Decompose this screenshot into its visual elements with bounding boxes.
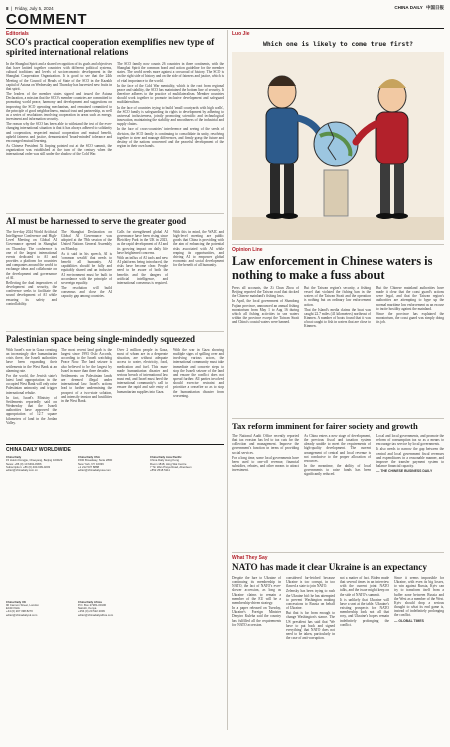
paragraph: It is unlikely that Ukraine will have a seat at the table. Ukraine's existing prospects for NATO membership look not all that rosy, and Ukraine's hopes remain indefinitely prolonging the conflict.: [340, 597, 389, 627]
palestine-col-3: [117, 348, 168, 440]
paragraph: That the Island's media claims the boat was caught 22.7 miles (41 kilometers) northeast of Kinmen. A number of boats found that it was a boat caught to fish in waters that are close to Kinmen.: [304, 307, 371, 329]
opinion-col-2: [304, 286, 371, 414]
office-line: New York, NY 10036: [78, 461, 104, 466]
paragraph: The most recent land grab is the largest since 1993 Oslo Accords, according to the Israeli watchdog Peace Now. The land seizure is also believed to be the largest by Israel in more than three decades.: [61, 348, 112, 373]
cartoon-drawing: [232, 52, 444, 240]
cartoon-artist: Luo Jie: [232, 31, 250, 37]
paragraph: Since it seems impossible for Ukraine, with even its big losses, to win against Russia, Kyiv can try to transform itself from a buffer zone between Russia and the West as a member of the West. Kyiv should drop a serious thought to what its end game is, instead of indefinitely prolonging the conflict.: [394, 576, 444, 618]
office-line: Room 1818, Hing Wai Centre: [150, 461, 187, 466]
opinion-headline: Law enforcement in Chinese waters is nothing to make a fuss about: [232, 254, 433, 282]
source-credit: — THE CHINESE BUSINESS DAILY: [376, 469, 433, 474]
section-title: COMMENT: [6, 11, 87, 28]
paragraph: Since the province has explained the moratorium, the coast guard was simply doing its job.: [376, 311, 444, 325]
paragraph: In the Shanghai Spirit and a shared recognition of its goals and objectives that have knitted together countries with different political systems, cultural traditions and levels of socioeconomic development in the Shanghai Cooperation Organization. It is good to see that the 24th Meeting of the Council of Heads of State of the SCO in the Kazakh capital of Astana on Wednesday and Thursday has harvested new fruits in that spirit.: [6, 62, 112, 91]
office-line: P.O. Box 27281-00100: [78, 602, 107, 607]
paragraph: It also needs to narrow the gap between the central and local government fiscal revenues and expenditures in a reasonable manner, and improve the transfer payment system to balance financial capacity.: [376, 447, 444, 469]
paragraph: The reason why the SCO has been able to withstand the test of the ever-changing international situation is that it has always adhered to solidarity and cooperation, respected mutual cooperation and mutual benefit, upheld fairness and justice, demonstrated 'broad-minded' tolerance and encouraged mutual learning.: [6, 122, 112, 143]
office-name: China Daily USA: [78, 455, 100, 459]
taxreform-headline: Tax reform imminent for fairer society and growth: [232, 421, 418, 431]
nato-col-4: [394, 576, 444, 742]
office-entry: [6, 456, 74, 597]
office-entry: [150, 456, 218, 597]
office-name: China Daily Asia Pacific: [150, 455, 182, 459]
page-number: 8: [6, 5, 9, 11]
office-name: China Daily Africa: [78, 599, 102, 604]
paragraph: Despite the lure to Ukraine of continuing its membership in NATO, the fact of NATO's ever-slower accession, as long as Ukraine claims to remain a member of the EU will be a membership-driven strategy.: [232, 576, 281, 605]
paragraph: With the war in Gaza showing multiple signs of spilling over and involving various actors, the international community must take immediate and concrete steps to stop the Israeli seizure of the land and ensure the conflict does not spread further. All parties involved should exercise restraint and prioritize a ceasefire so as to stop the humanitarian disaster from worsening.: [173, 348, 224, 398]
paragraph: For a long time, some local governments have been used to one-off revenue, financial subsidies, rebates, and other means to attract investment.: [232, 455, 299, 473]
office-name: China Daily: [6, 455, 22, 459]
office-entry: [78, 601, 146, 742]
paragraph: The leaders of the member states signed and issued the Astana Declaration, a mission that the SCO's member countries are committed to promoting world peace, harmony and development and suggestions on improving the SCO operating mechanism, and remained committed to the principle of good neighborliness, mutual trust and partnership, as well as a series of resolutions involving cooperation in areas such as energy, investment and information security.: [6, 92, 112, 122]
ai-col-3: [117, 230, 168, 327]
paragraph: With this in mind, the WAIC and high-level meeting are public goods that China is providing with the aim of enhancing the potential risks associated with AI while reaping its opportunities, and driving AI to empower global economic and social development for the benefit of all humanity.: [173, 230, 224, 268]
footer-brand: CHINA DAILY WORLDWIDE: [6, 447, 71, 453]
paragraph: Reflecting the dual imperatives of development and security, the conference seeks to facilitate the sound development of AI while ensuring its safety and controllability.: [6, 280, 57, 306]
paragraph: Local and local governments, and promote the reform of consumption tax so as a means to encourage tax service by local governments.: [376, 434, 444, 447]
office-line: editor@chinadaily.com.cn: [6, 468, 38, 473]
issue-date: Friday, July 5, 2024: [14, 5, 54, 11]
paragraph: considered far-fetched because Ukraine is too corrupt, in too flawed a state to join NATO.: [286, 576, 335, 589]
office-line: 90 Cannon Street, London: [6, 602, 39, 607]
opinion-kicker: Opinion Line: [232, 247, 263, 253]
footer-rule: [6, 444, 224, 445]
office-entry: [6, 601, 74, 742]
taxreform-col-2: [304, 434, 371, 549]
ai-col-2: [61, 230, 112, 327]
paper-name-en: CHINA DAILY: [394, 5, 423, 10]
ai-col-4: [173, 230, 224, 327]
nato-kicker: What They Say: [232, 555, 268, 561]
cartoon-illustration: [232, 52, 444, 240]
office-line: +254 (0) 20 522 2009: [78, 609, 105, 614]
paragraph: As Chinese President Xi Jinping pointed out at the SCO summit, the organization was established at the turn of the century when the international order was still under the shadow of the Cold War.: [6, 143, 112, 157]
office-name: China Daily UK: [6, 599, 27, 604]
paragraph: But the Taiwan region's security, a fishing vessel that violated the fishing ban in the waters of the Taiwan Strait and the operation is nothing but an ordinary law enforcement action.: [304, 286, 371, 307]
editorial-col-1: [6, 62, 112, 209]
paragraph: Press all accounts, the Zi Chun Zhou of Beijing reported the Taiwan road that docked the Chinese mainland's fishing laws.: [232, 286, 299, 299]
cartoon-caption: Which one is likely to come true first?: [262, 40, 414, 48]
office-line: +852 2518 5111: [150, 468, 170, 473]
office-line: editor@chinadailyusa.com: [78, 468, 111, 473]
office-line: China Daily Hong Kong: [150, 458, 180, 463]
nato-headline: NATO has made it clear Ukraine is an expectancy: [232, 562, 427, 572]
globe-object: [314, 122, 358, 166]
column-divider: [227, 30, 228, 730]
office-line: 1500 Broadway, Suite 2800: [78, 458, 113, 463]
section-divider: [232, 244, 444, 245]
office-line: +1 212 537 8888: [78, 464, 100, 469]
opinion-col-3: [376, 286, 444, 414]
paragraph: As China enters a new stage of development, the previous fiscal and taxation system already unable to meet the requirements of high-quality development. The current arrangement of central and local revenue is not conducive to the proper allocation of resources.: [304, 434, 371, 463]
paragraph: The Shanghai Declaration on Global AI Governance was adopted at the 78th session of the United Nations General Assembly on Monday.: [61, 230, 112, 251]
paragraph: Settlements on Palestinian lands are deemed illegal under international law. Israel's actions lead to further undermining the prospect of a two-state solution, and intensify tension and hostilities in the West Bank.: [61, 373, 112, 403]
paper-name-cn: 中国日报: [426, 5, 444, 10]
office-line: Subscription: +86 (0) 400-699-0203: [6, 464, 51, 469]
office-line: +44 (0) 207 398 8270: [6, 609, 33, 614]
editorial-col-2: [117, 62, 224, 209]
paragraph: As it said in his speech, AI is 'common wealth' that needs to benefit all humanity. AI capabilities should be fully and equitably shared and an inclusive AI environment must be built in accordance with the principle of sovereign equality.: [61, 251, 112, 285]
section-divider: [6, 331, 224, 332]
paragraph: The National Audit Office recently reported that tax evasion has led to tax cuts for the collection and management. Improve the government's function in terms of providing social services.: [232, 434, 299, 455]
nato-col-1: [232, 576, 281, 742]
paragraph: In the face of cross-countries' interference and seeing of the seeds of division, the SCO family is continuing to consolidate its unity, resolving together to steer and manage differences, and firmly grasp the future and destiny of the nations concerned and the peaceful development of the region in their own hands.: [117, 127, 224, 148]
paragraph: In a paper released on Tuesday, Ukraine's Foreign Minister Dmytro Kuleba said the country has fulfilled all the requirements for NATO accession.: [232, 606, 281, 627]
office-line: 7 Tin Wan Praya Road, Aberdeen: [150, 464, 192, 469]
office-line: editor@chinadailyafrica.com: [78, 612, 114, 617]
paragraph: For the world, the Jewish state's latest land appropriation in the occupied West Bank will only raise Palestinian animosity and trigger international rebuke.: [6, 373, 57, 395]
office-line: Nairobi, Kenya: [78, 606, 97, 611]
paragraph: In April, the local government of Shandong Fujian province, announced an annual fishing moratorium from May 1 to Aug 16 during which all fishing activities in sea waters within the province except the Taiwan Strait and China's coastal waters were banned.: [232, 299, 299, 325]
paragraph: With Israel's war in Gaza creating an increasingly dire humanitarian crisis there, the Israeli authorities have been expanding their settlements in the West Bank at an alarming rate.: [6, 348, 57, 373]
palestine-headline: Palestinian space being single-mindedly squeezed: [6, 334, 196, 344]
paragraph: In the meantime, the ability of local governments to raise funds has been significantly reduced.: [304, 464, 371, 477]
paragraph: But the Chinese mainland authorities have made it clear that the coast guard's actions were legal, and that the Taiwan region's authorities are attempting to hype up the normal maritime law enforcement as an excuse to incite hostility against the mainland.: [376, 286, 444, 311]
office-line: 15 Huixin Dongjie, Chaoyang, Beijing 100029: [6, 458, 63, 463]
paragraph: With an influx of AI tools and new AI platforms being introduced, the risks have become clear. People need to be aware of both the benefits and the dangers of artificial intelligence, and international consensus is required.: [117, 255, 168, 285]
nato-col-3: [340, 576, 389, 742]
paragraph: But that is far from enough to change Washington's stance. The US president has said that 'We have to put back and signed everything' that NATO does not need to be taken, particularly in the case of anti-corruption.: [286, 611, 335, 641]
paper-name: [394, 5, 444, 11]
paragraph: Calls for strengthened global AI governance have been rising since Bletchley Park in the UK in 2023, as the rapid development of AI and its growing impact on daily life have heightened concerns.: [117, 230, 168, 255]
palestine-col-2: [61, 348, 112, 440]
opinion-col-1: [232, 286, 299, 414]
page-date: 8 | Friday, July 5, 2024: [6, 5, 54, 11]
paragraph: In the face of countries trying to build 'small courtyards with high walls', the SCO family is safeguarding its rights to development by adhering to universal inclusiveness, jointly promoting scientific and technological innovation, maintaining the stability and smoothness of the industrial and supply chains.: [117, 105, 224, 127]
office-line: editor@chinadailyuk.com: [6, 612, 38, 617]
paragraph: The five-day 2024 World Artificial Intelligence Conference and High-Level Meeting on Global AI Governance opened in Shanghai on Thursday. The conference is one of the largest international events dedicated to AI and provides a platform for countries and companies around the world to exchange ideas and collaborate on the development and governance of AI.: [6, 230, 57, 280]
paragraph: In the face of the Cold War mentality, which is the root from regional peace and stability, the SCO has maintained the bottom line of security. It therefore adheres to the practice of multilateralism. Member countries should work together to promote inclusive development and safeguard multilateralism.: [117, 83, 224, 105]
footer-offices: [6, 456, 224, 741]
ai-headline: AI must be harnessed to serve the greater good: [6, 216, 187, 226]
masthead-rule: [6, 28, 444, 29]
paragraph: The resolution will build consensus and close the AI capacity gap among countries.: [61, 286, 112, 299]
section-divider: [232, 552, 444, 553]
editorial-kicker: Editorials: [6, 31, 29, 37]
ai-col-1: [6, 230, 57, 327]
paragraph: Over 2 million people in Gaza, most of whom are in a desperate situation, are without adequate access to water, electricity, food, medication and fuel. This man-made humanitarian disaster and serious breach of international law must end, and Israel must heed the international community's call to ensure the rapid and safe entry of humanitarian supplies into Gaza.: [117, 348, 168, 394]
paragraph: In fact, Israel's Ministry of Settlements reportedly said on Wednesday that the Israeli authorities have approved the appropriation of 12.7 square kilometers of land in the Jordan Valley.: [6, 395, 57, 425]
paragraph: not a matter of fact. Biden made that several times in an interview with the current joint NATO talks, and the issue might keep on the side of NATO's summit.: [340, 576, 389, 597]
taxreform-col-3: [376, 434, 444, 549]
paragraph: Zelensky has been trying to rush the Ukraine bid: he has attempted to prevent Washington making concessions to Russia on behalf of Ukraine.: [286, 589, 335, 611]
taxreform-col-1: [232, 434, 299, 549]
office-line: News: +86 (0) 10 6491-8366: [6, 461, 42, 466]
section-divider: [232, 418, 444, 419]
section-divider: [6, 213, 224, 214]
office-line: EC4N 6HA: [6, 606, 20, 611]
palestine-col-4: [173, 348, 224, 440]
paragraph: The SCO family now counts 26 countries in three continents, with the Shanghai Spirit the common bond and action guideline for the member states. The world needs more against a crossroad of history. The SCO is on the right side of history and on the side of fairness and justice, which is of vital importance to the world.: [117, 62, 224, 83]
palestine-col-1: [6, 348, 57, 440]
source-credit: — GLOBAL TIMES: [394, 618, 424, 623]
nato-col-2: [286, 576, 335, 742]
office-entry: [78, 456, 146, 597]
editorial-headline: SCO's practical cooperation exemplifies new type of spirited international relations: [6, 38, 215, 59]
